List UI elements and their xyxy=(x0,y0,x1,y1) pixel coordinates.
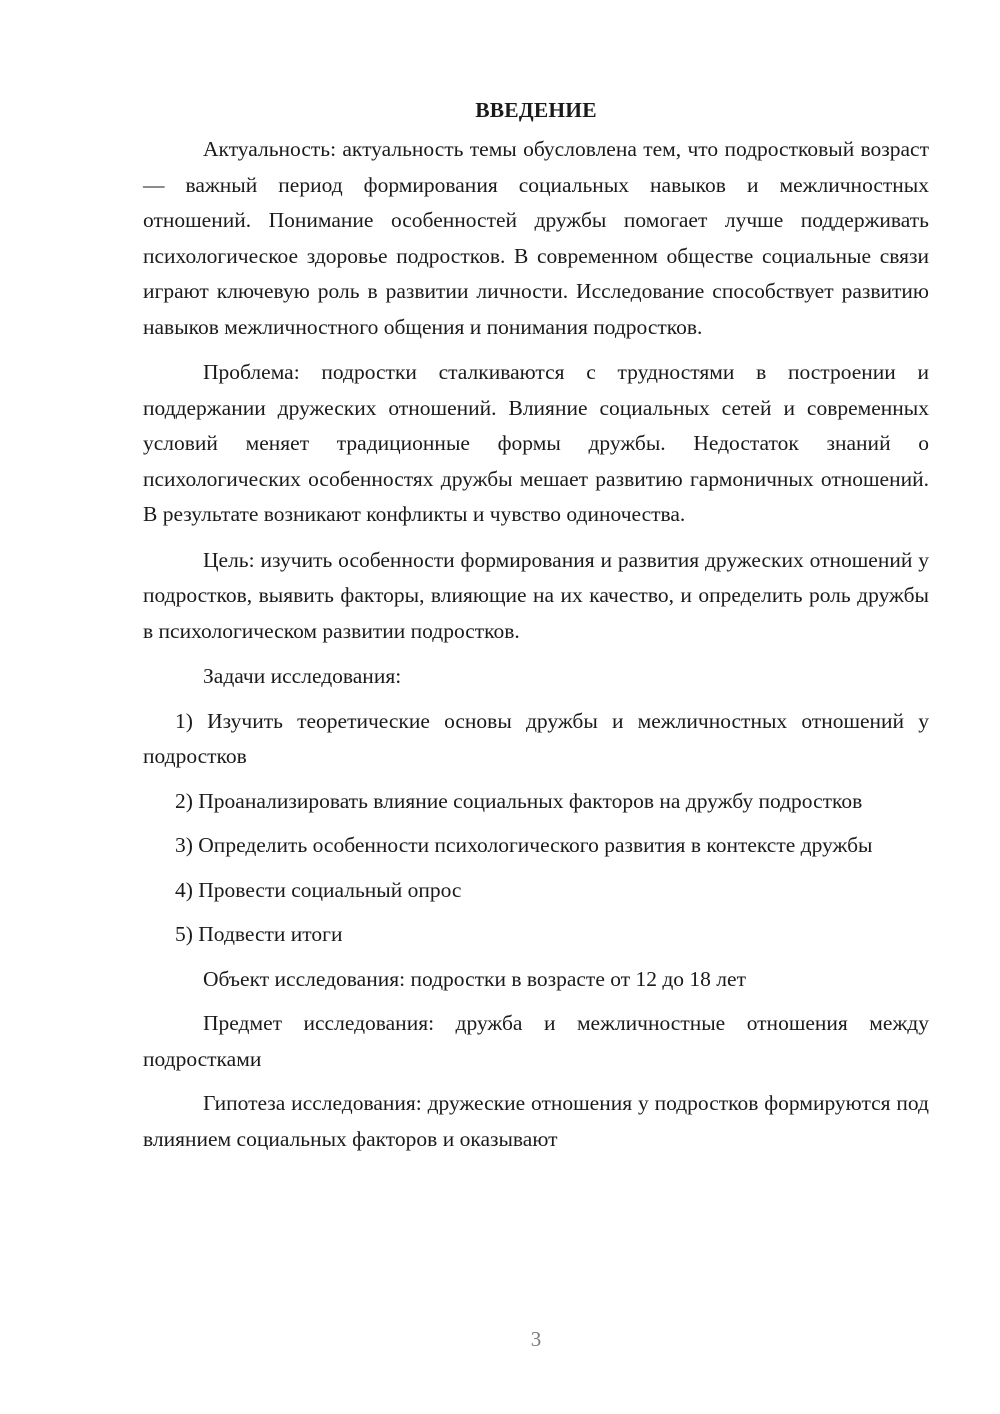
tasks-heading: Задачи исследования: xyxy=(203,664,402,688)
task-item-1: 1) Изучить теоретические основы дружбы и межличностных отношений у подростков xyxy=(143,708,929,768)
relevance-paragraph: Актуальность: актуальность темы обусловлена тем, что подростковый возраст — важный период формирования социальных навыков и межличностных отношений. Понимание особенностей дружбы помогает лучше поддерживать психологическое здоровье подростков. В современном обществе социальные связи играют ключевую роль в развитии личности. Исследование способствует развитию навыков межличностного общения и понимания подростков. xyxy=(143,137,929,339)
goal-paragraph: Цель: изучить особенности формирования и развития дружеских отношений у подростков, выявить факторы, влияющие на их качество, и определить роль дружбы в психологическом развитии подростков. xyxy=(143,547,929,643)
research-hypothesis: Гипотеза исследования: дружеские отношения у подростков формируются под влиянием социальных факторов и оказывают xyxy=(143,1091,929,1151)
task-item-4: 4) Провести социальный опрос xyxy=(175,877,462,902)
document-page xyxy=(143,92,929,1157)
problem-paragraph: Проблема: подростки сталкиваются с трудностями в построении и поддержании дружеских отношений. Влияние социальных сетей и современных условий меняет традиционные формы дружбы. Недостаток знаний о психологических особенностях дружбы мешает развитию гармоничных отношений. В результате возникают конфликты и чувство одиночества. xyxy=(143,360,929,526)
task-item-2: 2) Проанализировать влияние социальных факторов на дружбу подростков xyxy=(175,788,863,813)
research-subject: Предмет исследования: дружба и межличностные отношения между подростками xyxy=(143,1011,929,1071)
task-item-3: 3) Определить особенности психологического развития в контексте дружбы xyxy=(175,833,873,857)
task-item-5: 5) Подвести итоги xyxy=(175,922,343,946)
page-number: 3 xyxy=(530,1327,542,1351)
page-heading: ВВЕДЕНИЕ xyxy=(475,98,597,122)
research-object: Объект исследования: подростки в возрасте от 12 до 18 лет xyxy=(203,966,746,991)
